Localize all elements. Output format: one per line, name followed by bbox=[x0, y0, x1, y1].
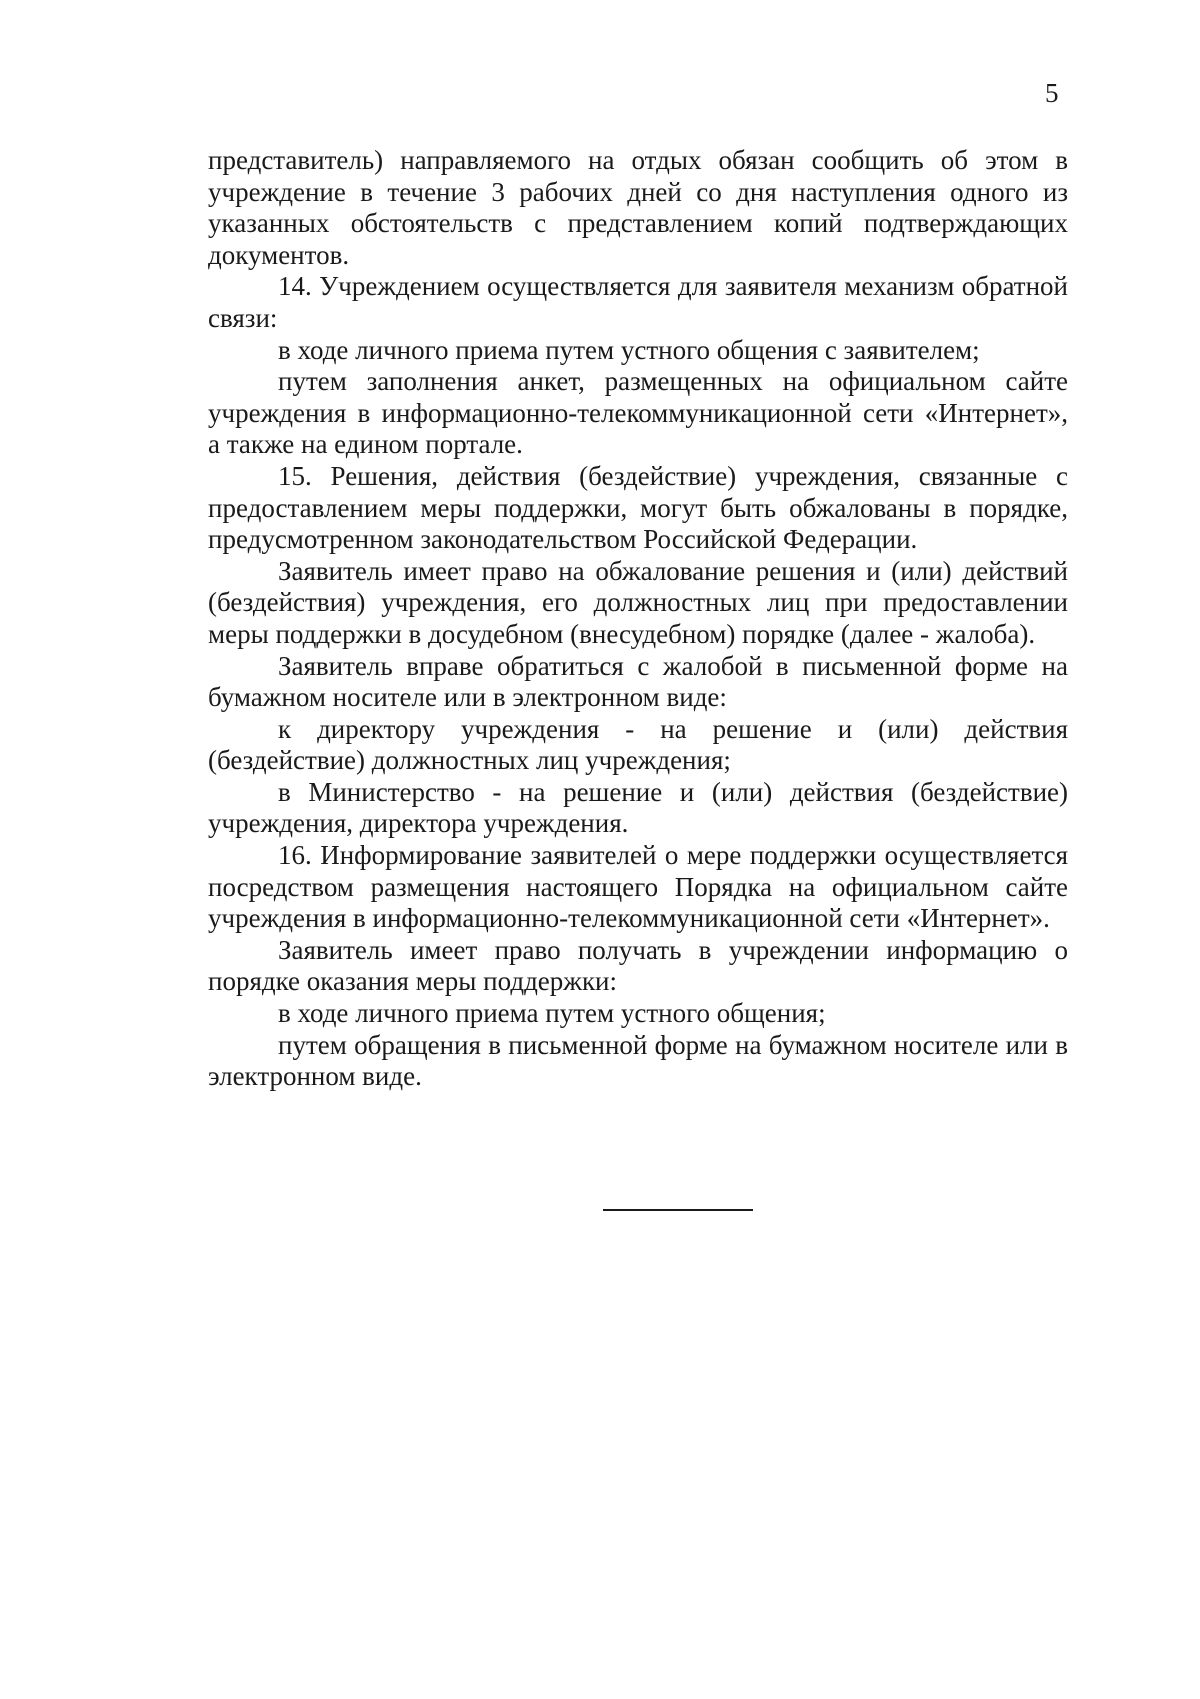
paragraph-appeal-right: Заявитель имеет право на обжалование решения и (или) действий (бездействия) учреждения, его должностных лиц при предоставлении меры поддержки в досудебном (внесудебном) порядке (далее - жалоба). bbox=[208, 555, 1068, 649]
paragraph-info-right: Заявитель имеет право получать в учреждении информацию о порядке оказания меры поддержки: bbox=[208, 934, 1068, 997]
paragraph-appeal-director: к директору учреждения - на решение и (или) действия (бездействие) должностных лиц учреждения; bbox=[208, 713, 1068, 776]
paragraph-appeal-form: Заявитель вправе обратиться с жалобой в письменной форме на бумажном носителе или в электронном виде: bbox=[208, 650, 1068, 713]
paragraph-appeal-ministry: в Министерство - на решение и (или) действия (бездействие) учреждения, директора учреждения. bbox=[208, 776, 1068, 839]
paragraph-item-15: 15. Решения, действия (бездействие) учреждения, связанные с предоставлением меры поддержки, могут быть обжалованы в порядке, предусмотренном законодательством Российской Федерации. bbox=[208, 460, 1068, 555]
paragraph-feedback-personal: в ходе личного приема путем устного общения с заявителем; bbox=[278, 334, 980, 365]
paragraph-continuation: представитель) направляемого на отдых обязан сообщить об этом в учреждение в течение 3 рабочих дней со дня наступления одного из указанных обстоятельств с представлением копий подтверждающих документов. bbox=[208, 145, 1068, 270]
paragraph-item-16: 16. Информирование заявителей о мере поддержки осуществляется посредством размещения настоящего Порядка на официальном сайте учреждения в информационно-телекоммуникационной сети «Интернет». bbox=[208, 840, 1068, 934]
paragraph-item-14: 14. Учреждением осуществляется для заявителя механизм обратной связи: bbox=[208, 271, 1068, 333]
end-of-document-line bbox=[603, 1209, 753, 1211]
page-number: 5 bbox=[1045, 78, 1059, 108]
paragraph-feedback-survey: путем заполнения анкет, размещенных на официальном сайте учреждения в информационно-телекоммуникационной сети «Интернет», а также на едином портале. bbox=[208, 366, 1068, 460]
document-body bbox=[208, 145, 1068, 1093]
paragraph-info-personal: в ходе личного приема путем устного общения; bbox=[278, 998, 826, 1029]
paragraph-info-written: путем обращения в письменной форме на бумажном носителе или в электронном виде. bbox=[208, 1029, 1068, 1092]
